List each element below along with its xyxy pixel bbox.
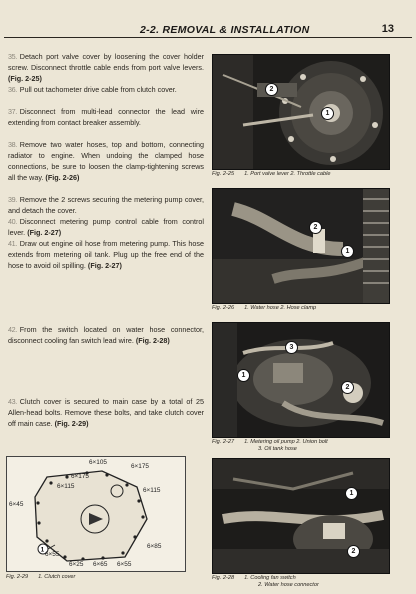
callout-2: 2	[265, 83, 278, 96]
page-number: 13	[381, 23, 394, 35]
caption-fig-2-27: Fig. 2-27 1. Metering oil pump 2. Union bolt 3. Oil tank hose	[212, 439, 328, 452]
callout-1: 1	[321, 107, 334, 120]
engine-photo-cooling-fan-switch	[213, 459, 389, 573]
bolt-label: 6×25	[69, 561, 84, 568]
header-rule	[4, 37, 412, 38]
svg-text:1: 1	[40, 547, 45, 554]
callout-2: 2	[309, 221, 322, 234]
callout-3: 3	[285, 341, 298, 354]
caption-fig-2-26: Fig. 2-26 1. Water hose 2. Hose clamp	[212, 305, 317, 311]
callout-2: 2	[341, 381, 354, 394]
photo-fig-2-28	[212, 458, 390, 574]
step-35: 35. Detach port valve cover by loosening the cover holder screw. Disconnect throttle cable ends from port valve levers. (Fig. 2-25)	[8, 52, 204, 83]
bolt-label: 6×55	[117, 561, 132, 568]
caption-fig-2-28: Fig. 2-28 1. Cooling fan switch 2. Water hose connector	[212, 575, 319, 588]
caption-fig-2-29: Fig. 2-29 1. Clutch cover	[6, 574, 76, 580]
bolt-label: 6×175	[71, 473, 89, 480]
clutch-cover-diagram	[6, 456, 186, 572]
callout-1: 1	[237, 369, 250, 382]
step-41: 41. Draw out engine oil hose from metering pump. This hose extends from metering oil tank. Plug up the free end of the hose to avoid oil spilling. (Fig. 2-27)	[8, 239, 204, 270]
photo-fig-2-27	[212, 322, 390, 438]
bolt-label: 6×175	[131, 463, 149, 470]
step-38: 38. Remove two water hoses, top and bottom, connecting radiator to engine. When undoing the clamped hose connections, be sure to loosen the clamp-tightening screws all the way. (Fig. 2-26)	[8, 140, 204, 182]
section-title: 2-2. REMOVAL & INSTALLATION	[140, 24, 310, 36]
callout-2: 2	[347, 545, 360, 558]
step-42: 42. From the switch located on water hose connector, disconnect cooling fan switch lead wire. (Fig. 2-28)	[8, 325, 204, 345]
callout-1: 1	[341, 245, 354, 258]
engine-photo-port-valve	[213, 55, 389, 169]
step-43: 43. Clutch cover is secured to main case by a total of 25 Allen-head bolts. Remove these bolts, and take clutch cover off main case. (Fig. 2-29)	[8, 397, 204, 428]
bolt-label: 6×55	[45, 551, 60, 558]
callout-1: 1	[345, 487, 358, 500]
photo-fig-2-25	[212, 54, 390, 170]
bolt-label: 6×115	[143, 487, 161, 494]
bolt-label: 6×45	[9, 501, 24, 508]
engine-photo-water-hose	[213, 189, 389, 303]
step-39: 39. Remove the 2 screws securing the metering pump cover, and detach the cover.	[8, 195, 204, 215]
caption-fig-2-25: Fig. 2-25 1. Port valve lever 2. Throttle cable	[212, 171, 331, 177]
clutch-cover-drawing	[7, 457, 185, 571]
step-37: 37. Disconnect from multi-lead connector the lead wire extending from contact breaker assembly.	[8, 107, 204, 127]
step-36: 36. Pull out tachometer drive cable from clutch cover.	[8, 85, 177, 94]
bolt-label: 6×85	[147, 543, 162, 550]
bolt-label: 6×115	[57, 483, 75, 490]
bolt-label: 6×65	[93, 561, 108, 568]
bolt-label: 6×105	[89, 459, 107, 466]
photo-fig-2-26	[212, 188, 390, 304]
step-40: 40. Disconnect metering pump control cable from control lever. (Fig. 2-27)	[8, 217, 204, 237]
